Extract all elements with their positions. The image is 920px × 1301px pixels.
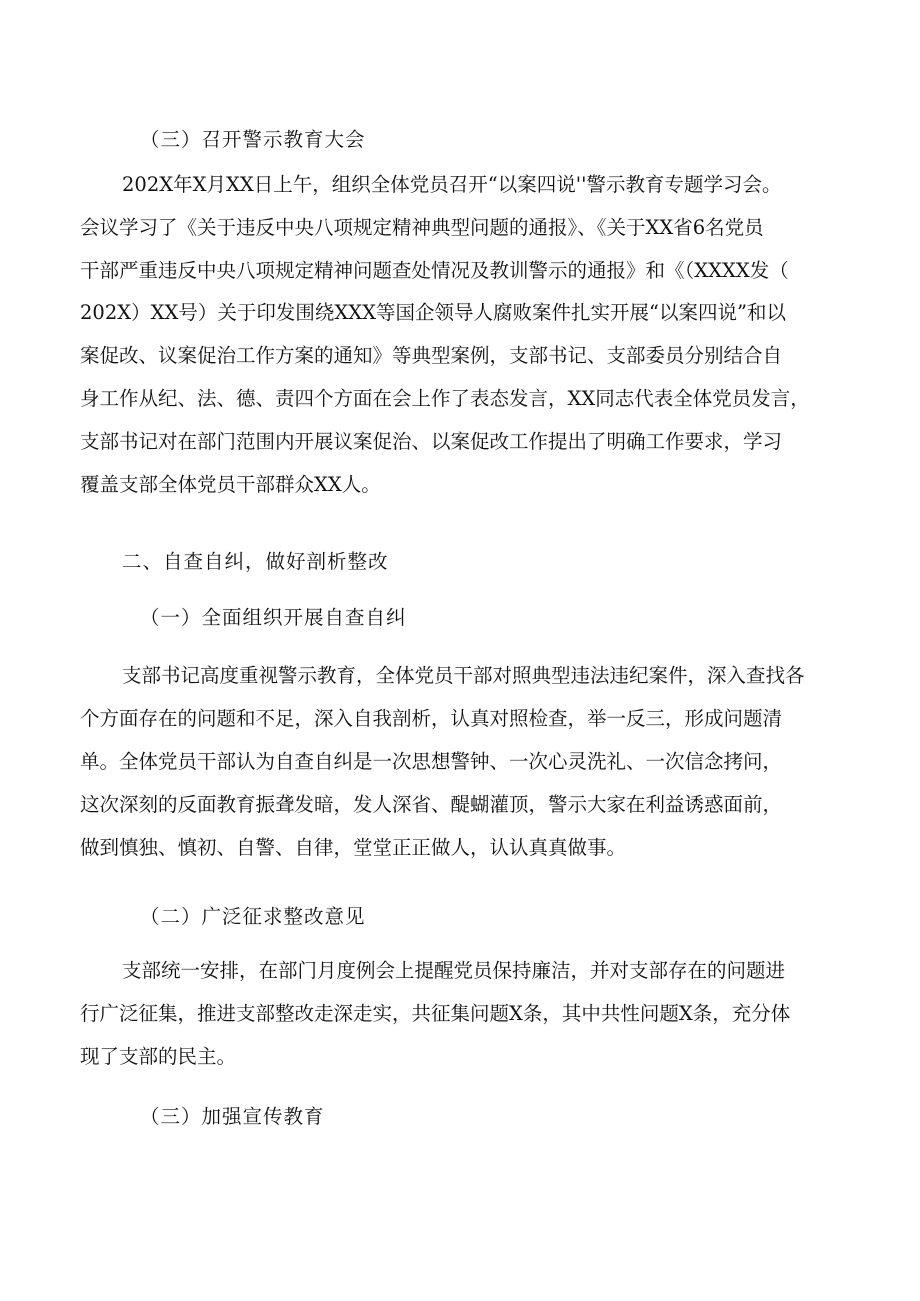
paragraph-line: 支部统一安排，在部门月度例会上提醒党员保持廉洁，并对支部存在的问题进 bbox=[122, 959, 786, 982]
paragraph-line: 支部书记高度重视警示教育，全体党员干部对照典型违法违纪案件，深入查找各 bbox=[122, 664, 805, 687]
paragraph-line: 202X）XX号）关于印发围绕XXX等国企领导人腐败案件扎实开展“以案四说”和以 bbox=[80, 301, 786, 324]
paragraph-line: 单。全体党员干部认为自查自纠是一次思想警钟、一次心灵洗礼、一次信念拷问， bbox=[80, 750, 783, 773]
paragraph-line: 支部书记对在部门范围内开展议案促治、以案促改工作提出了明确工作要求，学习 bbox=[80, 430, 783, 453]
section-heading-2-2: （二）广泛征求整改意见 bbox=[140, 905, 366, 928]
paragraph-line: 干部严重违反中央八项规定精神问题查处情况及教训警示的通报》和《（XXXX发（ bbox=[80, 259, 789, 282]
paragraph-line: 行广泛征集，推进支部整改走深走实，共征集问题X条，其中共性问题X条，充分体 bbox=[80, 1002, 791, 1025]
paragraph-line: 现了支部的民主。 bbox=[80, 1045, 237, 1068]
paragraph-line: 202X年X月XX日上午，组织全体党员召开“以案四说''警示教育专题学习会。 bbox=[122, 173, 782, 196]
paragraph-line: 做到慎独、慎初、自警、自律，堂堂正正做人，认认真真做事。 bbox=[80, 836, 627, 859]
paragraph-line: 覆盖支部全体党员干部群众XX人。 bbox=[80, 473, 381, 496]
paragraph-line: 这次深刻的反面教育振聋发暗，发人深省、醍蝴灌顶，警示大家在利益诱惑面前， bbox=[80, 793, 783, 816]
section-heading-2: 二、自查自纠，做好剖析整改 bbox=[122, 550, 389, 573]
section-heading-2-3: （三）加强宣传教育 bbox=[140, 1105, 325, 1128]
section-heading-3-1: （三）召开警示教育大会 bbox=[140, 128, 366, 151]
paragraph-line: 案促改、议案促治工作方案的通知》等典型案例，支部书记、支部委员分别结合自 bbox=[80, 344, 783, 367]
paragraph-line: 个方面存在的问题和不足，深入自我剖析，认真对照检查，举一反三，形成问题清 bbox=[80, 707, 783, 730]
paragraph-line: 会议学习了《关于违反中央八项规定精神典型问题的通报》、《关于XX省6名党员 bbox=[80, 216, 764, 239]
paragraph-line: 身工作从纪、法、德、责四个方面在会上作了表态发言，XX同志代表全体党员发言， bbox=[80, 387, 810, 410]
section-heading-2-1: （一）全面组织开展自查自纠 bbox=[140, 606, 407, 629]
